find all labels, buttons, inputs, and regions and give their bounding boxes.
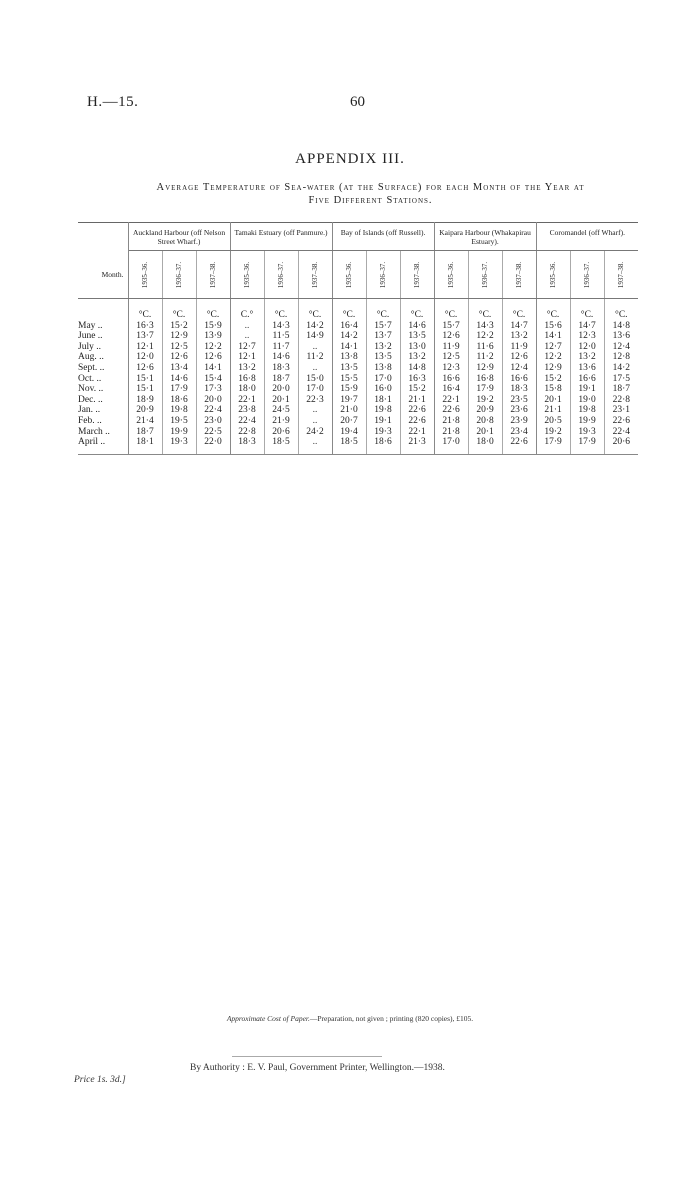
temperature-cell: 21·4	[128, 416, 162, 427]
temperature-cell: ..	[298, 437, 332, 454]
temperature-cell: 23·9	[502, 416, 536, 427]
temperature-cell: 20·6	[264, 427, 298, 438]
temperature-cell: 12·9	[162, 331, 196, 342]
temperature-cell: 22·0	[196, 437, 230, 454]
temperature-cell: 13·2	[570, 352, 604, 363]
table-row	[78, 352, 638, 363]
temperature-cell: 18·3	[230, 437, 264, 454]
month-label: Aug. ..	[78, 352, 128, 363]
month-label: Feb. ..	[78, 416, 128, 427]
temperature-cell: 13·5	[400, 331, 434, 342]
temperature-cell: 17·9	[468, 384, 502, 395]
temperature-cell: 19·2	[536, 427, 570, 438]
temperature-cell: 12·1	[128, 342, 162, 353]
year-header	[468, 251, 502, 299]
table-row	[78, 395, 638, 406]
temperature-cell: 15·4	[196, 374, 230, 385]
price-note: Price 1s. 3d.]	[74, 1075, 126, 1085]
cost-of-paper-note	[0, 1014, 700, 1023]
temperature-cell: 15·2	[400, 384, 434, 395]
temperature-cell: 16·8	[468, 374, 502, 385]
unit-label: °C.	[162, 299, 196, 321]
unit-label: °C.	[468, 299, 502, 321]
temperature-cell: 20·6	[604, 437, 638, 454]
appendix-title: APPENDIX III.	[295, 151, 405, 167]
table-row	[78, 427, 638, 438]
month-label: May ..	[78, 321, 128, 332]
temperature-cell: 19·1	[366, 416, 400, 427]
temperature-cell: 16·8	[230, 374, 264, 385]
temperature-cell: 23·6	[502, 405, 536, 416]
table-row	[78, 363, 638, 374]
table-row	[78, 374, 638, 385]
temperature-cell: 20·1	[468, 427, 502, 438]
temperature-cell: 12·2	[196, 342, 230, 353]
temperature-cell: 11·2	[298, 352, 332, 363]
unit-label: °C.	[298, 299, 332, 321]
temperature-cell: 15·0	[298, 374, 332, 385]
unit-label: °C.	[570, 299, 604, 321]
temperature-cell: 22·6	[502, 437, 536, 454]
year-label: 1937–38.	[209, 261, 217, 288]
year-label: 1937–38.	[515, 261, 524, 288]
temperature-cell: 19·2	[468, 395, 502, 406]
temperature-cell: 20·1	[536, 395, 570, 406]
temperature-cell: 20·9	[468, 405, 502, 416]
temperature-cell: 17·3	[196, 384, 230, 395]
temperature-cell: 12·4	[502, 363, 536, 374]
temperature-cell: 16·0	[366, 384, 400, 395]
temperature-cell: 17·0	[434, 437, 468, 454]
year-header	[230, 251, 264, 299]
unit-label: °C.	[264, 299, 298, 321]
temperature-cell: 22·8	[612, 394, 631, 405]
temperature-cell: 12·6	[502, 352, 536, 363]
temperature-cell: 12·9	[468, 363, 502, 374]
temperature-cell: 12·2	[536, 352, 570, 363]
temperature-cell: 18·5	[332, 437, 366, 454]
temperature-cell: 14·3	[264, 321, 298, 332]
temperature-cell: 18·6	[162, 395, 196, 406]
temperature-cell: ..	[298, 405, 332, 416]
temperature-cell: 15·2	[162, 321, 196, 332]
printer-authority: By Authority : E. V. Paul, Government Printer, Wellington.—1938.	[190, 1063, 445, 1073]
year-label: 1936–37.	[277, 261, 286, 288]
temperature-cell: 16·6	[434, 374, 468, 385]
temperature-cell: 16·4	[434, 384, 468, 395]
temperature-cell: 18·7	[128, 427, 162, 438]
year-header	[366, 251, 400, 299]
temperature-cell: 15·7	[366, 321, 400, 332]
temperature-cell: 19·3	[366, 427, 400, 438]
unit-label: °C.	[128, 299, 162, 321]
temperature-cell: 18·7	[612, 384, 631, 395]
temperature-cell: 13·2	[230, 363, 264, 374]
temperature-cell: 14·6	[400, 321, 434, 332]
temperature-cell: 17·5	[612, 373, 631, 384]
month-header-spacer	[78, 223, 128, 251]
temperature-cell: 12·9	[536, 363, 570, 374]
temperature-cell: 18·3	[502, 384, 536, 395]
table-body	[78, 299, 638, 455]
temperature-cell: 20·0	[196, 395, 230, 406]
temperature-cell: 19·8	[162, 405, 196, 416]
table-row	[78, 321, 638, 332]
temperature-cell: 12·0	[570, 342, 604, 353]
unit-label: °C.	[400, 299, 434, 321]
temperature-cell: 13·5	[332, 363, 366, 374]
temperature-cell: 19·8	[570, 405, 604, 416]
temperature-cell: 14·9	[298, 331, 332, 342]
temperature-cell: 15·1	[128, 374, 162, 385]
temperature-cell: 22·8	[230, 427, 264, 438]
sea-temperature-table	[78, 222, 638, 455]
temperature-cell: 14·7	[570, 321, 604, 332]
temperature-cell: 17·0	[298, 384, 332, 395]
station-header-kaipara: Kaipara Harbour (Whakapirau Estuary).	[434, 223, 536, 251]
temperature-cell: 13·4	[162, 363, 196, 374]
month-label: Oct. ..	[78, 374, 128, 385]
temperature-cell: 13·2	[400, 352, 434, 363]
temperature-cell: 12·4	[612, 341, 631, 352]
unit-label: °C.	[615, 310, 628, 320]
temperature-cell: 14·1	[332, 342, 366, 353]
subtitle-line-2: Five Different Stations.	[308, 195, 433, 206]
temperature-cell: 14·2	[298, 321, 332, 332]
temperature-cell: 21·1	[536, 405, 570, 416]
temperature-cell: 14·6	[162, 374, 196, 385]
year-header	[434, 251, 468, 299]
temperature-cell: 19·9	[570, 416, 604, 427]
temperature-cell: 19·1	[570, 384, 604, 395]
temperature-cell: 13·0	[400, 342, 434, 353]
year-header	[536, 251, 570, 299]
temperature-cell: 11·9	[434, 342, 468, 353]
temperature-cell: 16·3	[128, 321, 162, 332]
temperature-cell: 22·6	[612, 415, 631, 426]
temperature-cell: 22·4	[612, 426, 631, 437]
year-label: 1935–36.	[345, 261, 354, 288]
temperature-cell: 20·8	[468, 416, 502, 427]
temperature-cell: 19·3	[570, 427, 604, 438]
temperature-cell: 22·1	[230, 395, 264, 406]
unit-label: °C.	[332, 299, 366, 321]
temperature-cell: 13·2	[366, 342, 400, 353]
station-header-tamaki: Tamaki Estuary (off Panmure.)	[230, 223, 332, 251]
year-label: 1937–38.	[311, 261, 320, 288]
temperature-cell: 18·1	[366, 395, 400, 406]
footer-rule	[232, 1056, 382, 1057]
temperature-cell: 12·2	[468, 331, 502, 342]
year-header	[162, 251, 196, 299]
temperature-cell: 20·5	[536, 416, 570, 427]
table-row	[78, 342, 638, 353]
table-row	[78, 384, 638, 395]
month-label: Dec. ..	[78, 395, 128, 406]
temperature-cell: 11·7	[264, 342, 298, 353]
year-label: 1937–38.	[413, 261, 422, 288]
station-header-coromandel: Coromandel (off Wharf).	[536, 223, 638, 251]
temperature-cell: ..	[298, 342, 332, 353]
year-label: 1935–36.	[549, 261, 558, 288]
temperature-cell: 12·6	[434, 331, 468, 342]
temperature-cell: 23·0	[196, 416, 230, 427]
temperature-cell: 12·0	[128, 352, 162, 363]
temperature-cell: 19·0	[570, 395, 604, 406]
temperature-cell: 22·6	[400, 405, 434, 416]
temperature-cell: 12·7	[230, 342, 264, 353]
temperature-cell: 18·6	[366, 437, 400, 454]
temperature-cell: 12·6	[128, 363, 162, 374]
temperature-cell: 22·6	[434, 405, 468, 416]
month-label: March ..	[78, 427, 128, 438]
year-label: 1936–37.	[379, 261, 388, 288]
unit-label: C.°	[230, 299, 264, 321]
temperature-cell: ..	[298, 416, 332, 427]
temperature-cell: 15·6	[536, 321, 570, 332]
temperature-cell: 13·7	[366, 331, 400, 342]
temperature-cell: 15·8	[536, 384, 570, 395]
unit-label: °C.	[196, 299, 230, 321]
temperature-cell: 16·6	[570, 374, 604, 385]
year-header	[400, 251, 434, 299]
unit-label: °C.	[502, 299, 536, 321]
temperature-cell: 12·6	[196, 352, 230, 363]
temperature-cell: 22·4	[196, 405, 230, 416]
temperature-cell: 11·9	[502, 342, 536, 353]
temperature-cell: 19·8	[366, 405, 400, 416]
document-reference: H.—15.	[87, 94, 139, 110]
month-label: July ..	[78, 342, 128, 353]
temperature-cell: 18·0	[468, 437, 502, 454]
year-label: 1936–37.	[175, 261, 183, 288]
subtitle-line-1: Average Temperature of Sea-water (at the Surface) for each Month of the Year at	[156, 182, 585, 193]
year-header	[570, 251, 604, 299]
temperature-cell: 12·5	[162, 342, 196, 353]
year-label: 1935–36.	[447, 261, 456, 288]
temperature-cell: 18·0	[230, 384, 264, 395]
station-header-bay-of-islands: Bay of Islands (off Russell).	[332, 223, 434, 251]
year-label: 1935–36.	[141, 261, 149, 288]
page-number: 60	[350, 94, 365, 110]
temperature-cell: 19·3	[162, 437, 196, 454]
temperature-cell: 22·6	[400, 416, 434, 427]
temperature-cell: 22·3	[298, 395, 332, 406]
temperature-cell: 11·2	[468, 352, 502, 363]
temperature-cell: 13·2	[502, 331, 536, 342]
cost-text: —Preparation, not given ; printing (820 copies), £105.	[309, 1014, 474, 1023]
temperature-cell: 15·1	[128, 384, 162, 395]
temperature-cell: 21·8	[434, 416, 468, 427]
year-header	[298, 251, 332, 299]
temperature-cell: 22·4	[230, 416, 264, 427]
year-header	[502, 251, 536, 299]
temperature-cell: 21·9	[264, 416, 298, 427]
temperature-cell: 19·4	[332, 427, 366, 438]
temperature-cell: 14·3	[468, 321, 502, 332]
temperature-cell: 22·1	[400, 427, 434, 438]
temperature-cell: 16·4	[332, 321, 366, 332]
month-label: Sept. ..	[78, 363, 128, 374]
temperature-cell: 21·0	[332, 405, 366, 416]
temperature-cell: 14·7	[502, 321, 536, 332]
temperature-cell: 13·5	[366, 352, 400, 363]
temperature-cell: 22·1	[434, 395, 468, 406]
table-row	[78, 416, 638, 427]
temperature-cell: 15·2	[536, 374, 570, 385]
unit-label: °C.	[536, 299, 570, 321]
temperature-cell: 23·1	[612, 405, 631, 416]
temperature-cell: 18·3	[264, 363, 298, 374]
temperature-cell: 22·5	[196, 427, 230, 438]
temperature-cell: 15·9	[332, 384, 366, 395]
temperature-cell: 17·9	[570, 437, 604, 454]
temperature-cell: 20·1	[264, 395, 298, 406]
temperature-cell: 15·9	[196, 321, 230, 332]
month-label: Nov. ..	[78, 384, 128, 395]
year-header	[196, 251, 230, 299]
temperature-cell: 18·9	[128, 395, 162, 406]
cost-label: Approximate Cost of Paper.	[226, 1014, 310, 1023]
table-row	[78, 405, 638, 416]
table-row	[78, 331, 638, 342]
month-column-header: Month.	[78, 251, 128, 299]
temperature-cell: 13·6	[570, 363, 604, 374]
temperature-cell: 20·7	[332, 416, 366, 427]
temperature-cell: 13·6	[612, 331, 631, 342]
temperature-cell: 14·1	[536, 331, 570, 342]
year-label: 1936–37.	[583, 261, 592, 288]
temperature-cell: 19·5	[162, 416, 196, 427]
table-row	[78, 437, 638, 454]
year-header	[264, 251, 298, 299]
temperature-cell: 13·8	[332, 352, 366, 363]
temperature-cell: ..	[298, 363, 332, 374]
temperature-cell: 13·7	[128, 331, 162, 342]
unit-label: °C.	[434, 299, 468, 321]
month-label: Jan. ..	[78, 405, 128, 416]
temperature-cell: 23·8	[230, 405, 264, 416]
year-label: 1935–36.	[243, 261, 252, 288]
year-header	[128, 251, 162, 299]
temperature-cell: 14·2	[332, 331, 366, 342]
temperature-cell: 13·8	[366, 363, 400, 374]
temperature-cell: 21·8	[434, 427, 468, 438]
temperature-cell: 14·8	[400, 363, 434, 374]
temperature-cell: 21·3	[400, 437, 434, 454]
temperature-cell: ..	[230, 321, 264, 332]
temperature-cell: 18·7	[264, 374, 298, 385]
station-header-auckland: Auckland Harbour (off Nelson Street Wharf.)	[128, 223, 230, 251]
temperature-cell: 17·0	[366, 374, 400, 385]
temperature-cell: 12·5	[434, 352, 468, 363]
year-header	[604, 251, 638, 299]
temperature-cell: 21·1	[400, 395, 434, 406]
table-subtitle	[78, 181, 663, 207]
year-label: 1936–37.	[481, 261, 490, 288]
temperature-cell: 17·9	[162, 384, 196, 395]
temperature-cell: 12·3	[570, 331, 604, 342]
temperature-cell: 12·1	[230, 352, 264, 363]
temperature-cell: 19·9	[162, 427, 196, 438]
temperature-cell: 11·6	[468, 342, 502, 353]
temperature-cell: 13·9	[196, 331, 230, 342]
temperature-cell: 20·9	[128, 405, 162, 416]
month-label: April ..	[78, 437, 128, 454]
temperature-cell: 14·2	[612, 362, 631, 373]
temperature-cell: 16·3	[400, 374, 434, 385]
temperature-cell: 19·7	[332, 395, 366, 406]
temperature-cell: 15·5	[332, 374, 366, 385]
unit-label: °C.	[366, 299, 400, 321]
temperature-cell: 20·0	[264, 384, 298, 395]
temperature-cell: 23·4	[502, 427, 536, 438]
temperature-cell: 12·8	[612, 352, 631, 363]
temperature-cell: 12·6	[162, 352, 196, 363]
temperature-cell: 24·5	[264, 405, 298, 416]
temperature-cell: 14·6	[264, 352, 298, 363]
temperature-cell: 14·8	[612, 320, 631, 331]
month-label: June ..	[78, 331, 128, 342]
temperature-cell: 14·1	[196, 363, 230, 374]
units-row-spacer	[78, 299, 128, 321]
units-row	[78, 299, 638, 321]
temperature-cell: 24·2	[298, 427, 332, 438]
temperature-cell: 12·3	[434, 363, 468, 374]
temperature-cell: 23·5	[502, 395, 536, 406]
year-header	[332, 251, 366, 299]
temperature-cell: 18·1	[128, 437, 162, 454]
temperature-cell: 17·9	[536, 437, 570, 454]
temperature-cell: 15·7	[434, 321, 468, 332]
temperature-cell: 18·5	[264, 437, 298, 454]
temperature-cell: 11·5	[264, 331, 298, 342]
temperature-cell: 12·7	[536, 342, 570, 353]
year-label: 1937–38.	[617, 261, 626, 288]
temperature-cell: 16·6	[502, 374, 536, 385]
temperature-cell: ..	[230, 331, 264, 342]
